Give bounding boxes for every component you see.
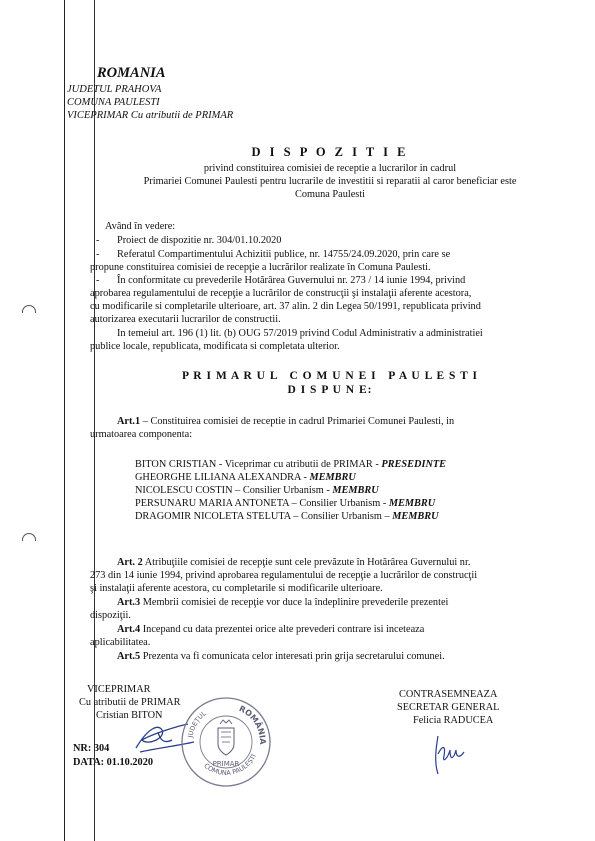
sig-right-title: CONTRASEMNEAZA <box>399 689 498 700</box>
stamp-text-bottom: COMUNA PAULEȘTI <box>202 752 258 778</box>
commune-line: COMUNA PAULESTI <box>67 97 160 108</box>
preamble-item-3a: În conformitate cu prevederile Hotărârea Guvernului nr. 273 / 14 iunie 1994, privind <box>117 275 466 286</box>
sig-right-subtitle: SECRETAR GENERAL <box>397 702 500 713</box>
preamble-dash-2: - <box>96 249 100 260</box>
art1-text-b: urmatoarea componenta: <box>90 429 193 440</box>
art4-label: Art.4 <box>117 624 141 635</box>
art2-text-a: Atribuţiile comisiei de recepţie sunt cele prevăzute în Hotărârea Guvernului nr. <box>142 557 471 568</box>
member-3 <box>135 485 379 498</box>
country-heading: ROMANIA <box>97 65 166 81</box>
secretary-signature <box>428 728 472 778</box>
art1-line-a <box>117 416 454 429</box>
preamble-item-4a: In temeiul art. 196 (1) lit. (b) OUG 57/2019 privind Codul Administrativ a administratiei <box>117 328 483 339</box>
member-3-role: MEMBRU <box>332 485 379 496</box>
document-title: D I S P O Z I T I E <box>251 145 409 159</box>
stamp-text-left: JUDEȚUL <box>186 709 208 739</box>
registration-date: DATA: 01.10.2020 <box>73 757 153 768</box>
art3-text-a: Membrii comisiei de recepţie vor duce la îndeplinire prevederile prezentei <box>140 597 449 608</box>
binder-line-inner <box>94 0 95 841</box>
art3-line-a <box>117 597 448 610</box>
art5-text: Prezenta va fi comunicata celor interesati prin grija secretarului comunei. <box>140 651 445 662</box>
member-5 <box>135 511 439 524</box>
art4-line-a <box>117 624 424 637</box>
member-4-role: MEMBRU <box>388 498 436 509</box>
art1-text-a: – Constituirea comisiei de receptie in cadrul Primariei Comunei Paulesti, in <box>140 416 455 427</box>
stamp-text-top: ROMÂNIA <box>237 704 268 745</box>
art2-label: Art. 2 <box>117 557 143 568</box>
art2-line-a <box>117 557 470 570</box>
member-2 <box>135 472 356 485</box>
title-line-2: Primariei Comunei Paulesti pentru lucrarile de investitii si reparatii al caror beneficiar este <box>143 176 517 187</box>
registration-number: NR: 304 <box>73 743 110 754</box>
art3-label: Art.3 <box>117 597 141 608</box>
sig-left-name: Cristian BITON <box>96 710 163 721</box>
sig-left-title: VICEPRIMAR <box>87 684 151 695</box>
member-1-role: PRESEDINTE <box>381 459 447 470</box>
stamp-text-lower: PRIMAR <box>212 760 240 768</box>
sig-left-subtitle: Cu atributii de PRIMAR <box>79 697 181 708</box>
member-2-text: GHEORGHE LILIANA ALEXANDRA - <box>135 472 310 483</box>
member-5-role: MEMBRU <box>392 511 439 522</box>
member-2-role: MEMBRU <box>309 472 356 483</box>
art1-label: Art.1 <box>117 416 141 427</box>
preamble-item-3d: autorizarea executarii lucrarilor de constructii. <box>90 314 281 325</box>
preamble-item-4b: publice locale, republicata, modificata si completata ulterior. <box>90 341 340 352</box>
preamble-intro: Având în vedere: <box>105 221 176 232</box>
art2-text-b: 273 din 14 iunie 1994, privind aprobarea regulamentului de recepţie a lucrărilor de construcţii <box>90 570 478 581</box>
member-1-text: BITON CRISTIAN - Viceprimar cu atributii de PRIMAR - <box>135 459 382 470</box>
member-4 <box>135 498 435 511</box>
preamble-item-2a: Referatul Compartimentului Achizitii publice, nr. 14755/24.09.2020, prin care se <box>117 249 451 260</box>
art2-text-c: şi instalaţii aferente acestora, cu completarile si modificarile ulterioare. <box>90 583 383 594</box>
preamble-item-3b: aprobarea regulamentului de recepţie a lucrărilor de construcţii şi instalaţii aferente acestora, <box>90 288 472 299</box>
svg-text:JUDEȚUL <box>186 709 208 739</box>
member-3-text: NICOLESCU COSTIN – Consilier Urbanism - <box>135 485 333 496</box>
binder-line-outer <box>64 0 65 841</box>
member-4-text: PERSUNARU MARIA ANTONETA – Consilier Urbanism - <box>135 498 389 509</box>
official-stamp <box>178 694 274 790</box>
title-line-3: Comuna Paulesti <box>294 189 366 200</box>
punch-hole-bottom <box>22 533 36 541</box>
office-line: VICEPRIMAR Cu atributii de PRIMAR <box>67 110 234 121</box>
art4-text-a: Incepand cu data prezentei orice alte prevederi contrare isi inceteaza <box>140 624 425 635</box>
preamble-item-3c: cu modificarile si completarile ulterioare, art. 37 alin. 2 din Legea 50/1991, republicata privind <box>90 301 481 312</box>
art4-text-b: aplicabilitatea. <box>90 637 151 648</box>
art3-text-b: dispoziţii. <box>90 610 131 621</box>
dispune-heading: D I S P U N E: <box>287 384 373 396</box>
preamble-item-2b: propune constituirea comisiei de recepţie a lucrărilor realizate în Comuna Paulesti. <box>90 262 431 273</box>
preamble-dash-3: - <box>96 275 100 286</box>
sig-right-name: Felicia RADUCEA <box>413 715 494 726</box>
member-1 <box>135 459 446 472</box>
punch-hole-top <box>22 305 36 313</box>
member-5-text: DRAGOMIR NICOLETA STELUTA – Consilier Urbanism – <box>135 511 393 522</box>
county-line: JUDETUL PRAHOVA <box>67 84 162 95</box>
preamble-item-1: Proiect de dispozitie nr. 304/01.10.2020 <box>117 235 282 246</box>
preamble-dash-1: - <box>96 235 100 246</box>
art5-line <box>117 651 445 664</box>
title-line-1: privind constituirea comisiei de receptie a lucrarilor in cadrul <box>203 163 457 174</box>
mayor-heading: P R I M A R U L C O M U N E I P A U L E S T I <box>182 370 478 382</box>
svg-text:ROMÂNIA <box>238 704 267 745</box>
art5-label: Art.5 <box>117 651 141 662</box>
